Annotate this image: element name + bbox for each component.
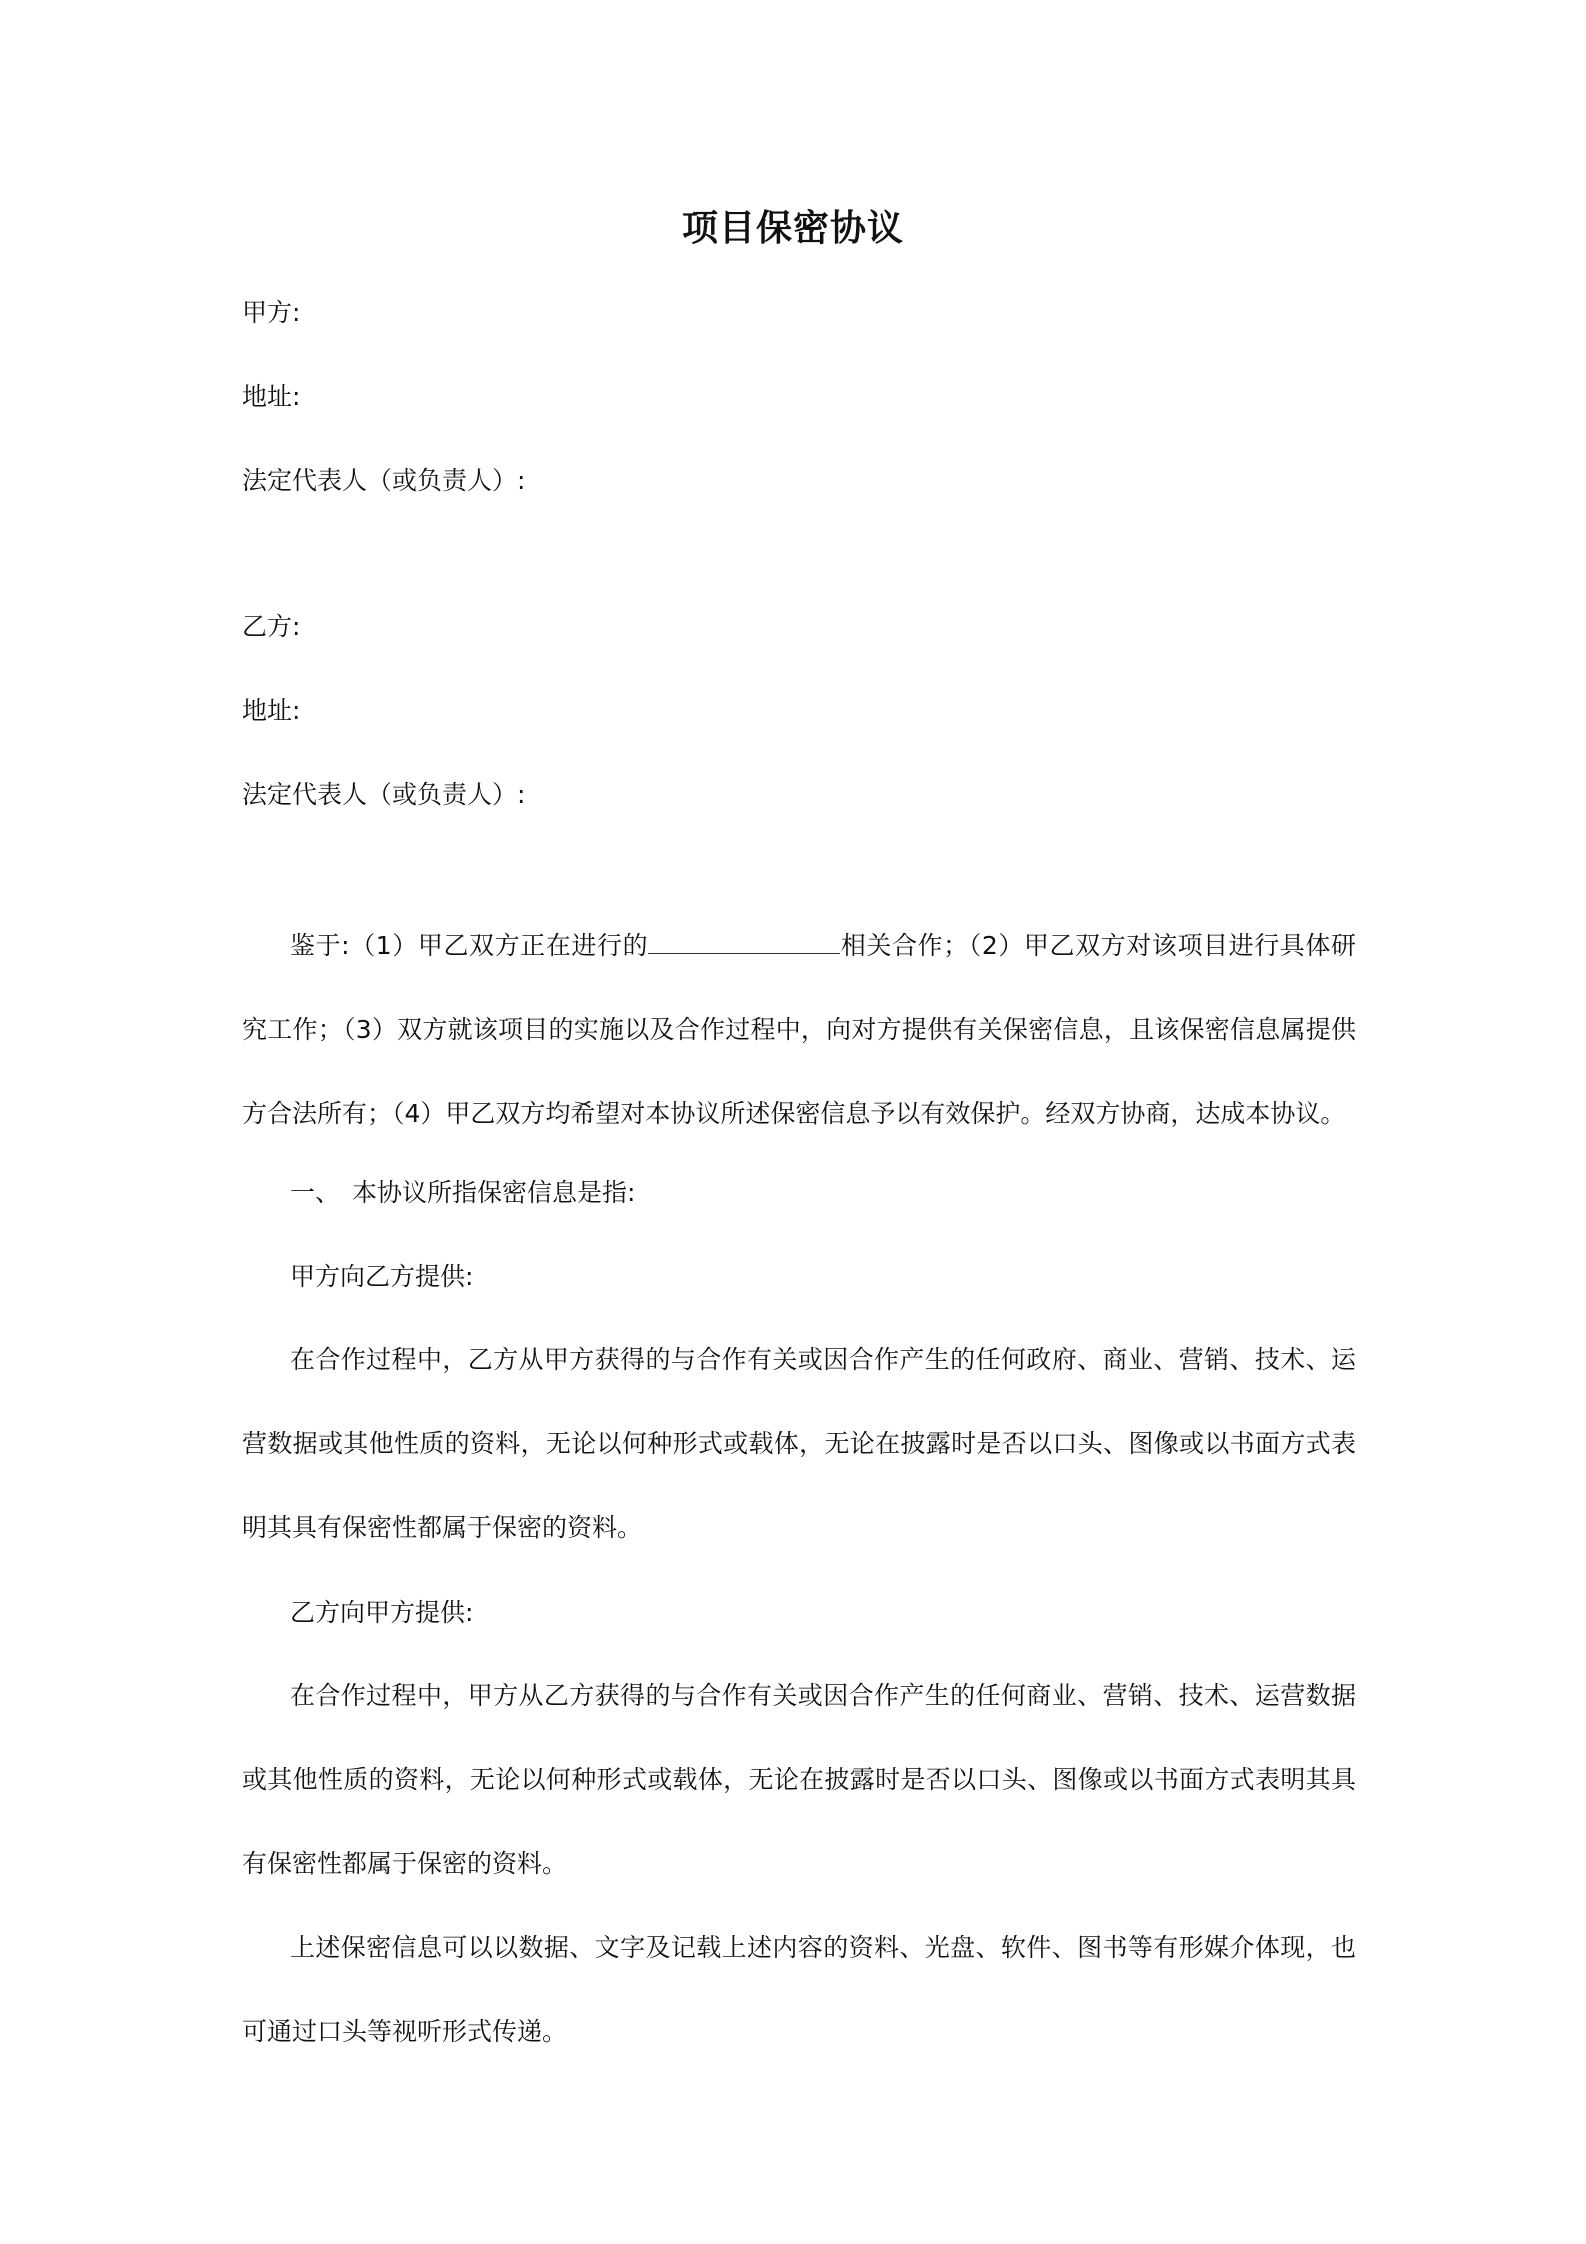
section-1-number: 一、	[290, 1178, 341, 1207]
party-b-address-label: 地址:	[242, 696, 301, 725]
party-a-address-label: 地址:	[242, 382, 301, 411]
a-to-b-heading: 甲方向乙方提供:	[290, 1262, 474, 1291]
party-a-name-label: 甲方:	[242, 298, 301, 327]
party-b-representative-label: 法定代表人（或负责人）:	[242, 780, 526, 809]
a-to-b-paragraph: 在合作过程中，乙方从甲方获得的与合作有关或因合作产生的任何政府、商业、营销、技术、运营数据或其他性质的资料，无论以何种形式或载体，无论在披露时是否以口头、图像或以书面方式表明其具有保密性都属于保密的资料。	[242, 1345, 1356, 1542]
party-b-name-label: 乙方:	[242, 612, 301, 641]
b-to-a-heading: 乙方向甲方提供:	[290, 1598, 474, 1627]
party-a-representative-label: 法定代表人（或负责人）:	[242, 466, 526, 495]
media-note-paragraph: 上述保密信息可以以数据、文字及记载上述内容的资料、光盘、软件、图书等有形媒介体现，也可通过口头等视听形式传递。	[242, 1933, 1356, 2046]
project-name-blank	[648, 927, 840, 954]
preamble-paragraph	[242, 904, 1356, 1156]
document-title: 项目保密协议	[681, 208, 904, 249]
section-1-heading: 本协议所指保密信息是指:	[352, 1178, 636, 1207]
preamble-text-part1: 鉴于:（1）甲乙双方正在进行的	[290, 931, 649, 960]
section-1-heading-line	[290, 1176, 635, 1210]
preamble-text-part2: 相关合作；（2）甲乙双方对该项目进行具体研究工作；（3）双方就该项目的实施以及合作过程中，向对方提供有关保密信息，且该保密信息属提供方合法所有；（4）甲乙双方均希望对本协议所述保密信息予以有效保护。经双方协商，达成本协议。	[242, 931, 1356, 1128]
b-to-a-paragraph: 在合作过程中，甲方从乙方获得的与合作有关或因合作产生的任何商业、营销、技术、运营数据或其他性质的资料，无论以何种形式或载体，无论在披露时是否以口头、图像或以书面方式表明其具有保密性都属于保密的资料。	[242, 1681, 1356, 1878]
